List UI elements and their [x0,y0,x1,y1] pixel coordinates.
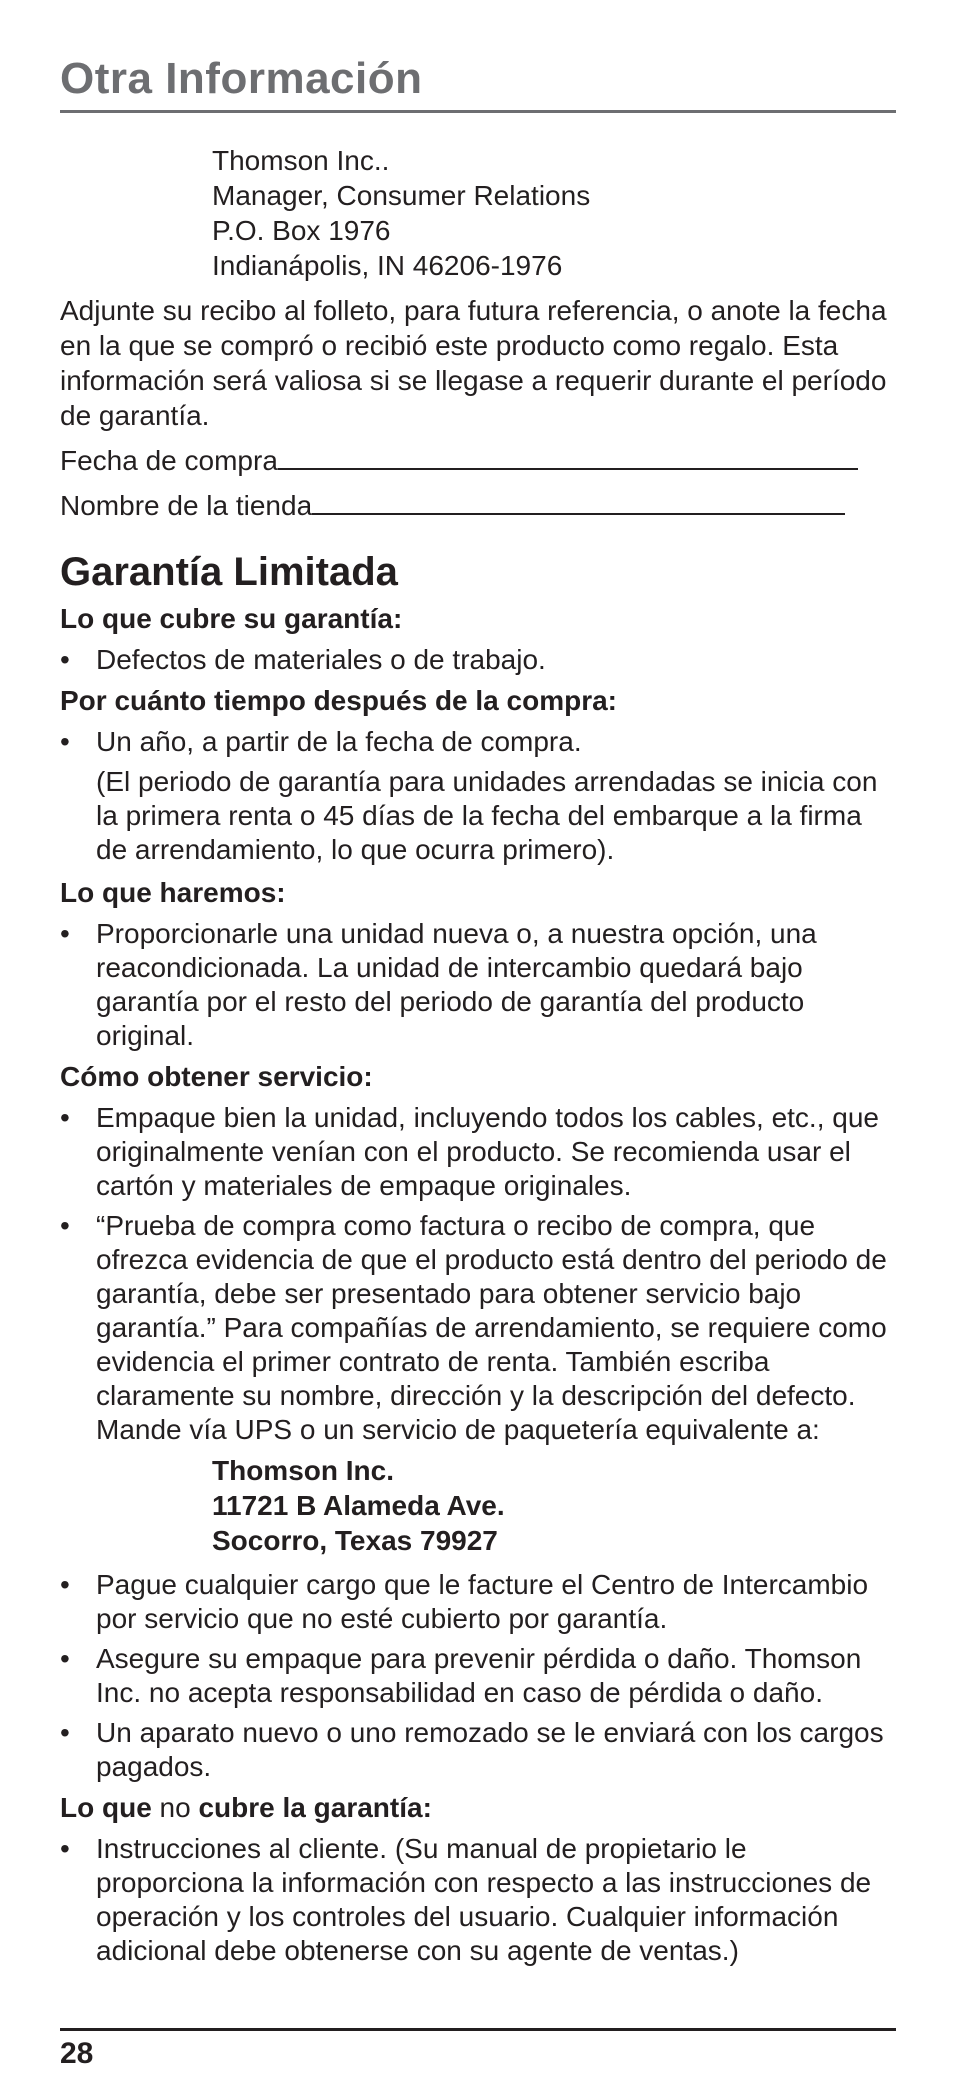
list-item: • Pague cualquier cargo que le facture el Centro de Intercambio por servicio que no esté cubierto por garantía. [60,1569,869,1634]
bullet: • [60,644,70,675]
list-item: • Asegure su empaque para prevenir pérdida o daño. Thomson Inc. no acepta responsabilidad en caso de pérdida o daño. [60,1643,862,1708]
footer-rule [60,2028,896,2031]
store-name-field [60,488,896,523]
coverage-list [60,643,896,677]
list-item: • Defectos de materiales o de trabajo. [60,644,546,675]
coverage-heading: Lo que cubre su garantía: [60,603,403,634]
duration-heading: Por cuánto tiempo después de la compra: [60,685,618,716]
bullet: • [60,918,70,949]
purchase-date-blank [278,444,858,470]
warranty-title: Garantía Limitada [60,550,398,594]
service-list [60,1101,896,1447]
list-item: • Un aparato nuevo o uno remozado se le enviará con los cargos pagados. [60,1717,884,1782]
address-line: P.O. Box 1976 [212,215,391,246]
page-content [60,50,896,1974]
ship-address [60,1453,896,1558]
address-line: Socorro, Texas 79927 [212,1525,498,1556]
page-number: 28 [60,2037,94,2070]
address-line: Thomson Inc.. [212,145,390,176]
bullet: • [60,1102,70,1133]
remedy-list [60,917,896,1053]
list-item: • Empaque bien la unidad, incluyendo todos los cables, etc., que originalmente venían con el producto. Se recomienda usar el cartón y materiales de empaque originales. [60,1102,879,1201]
store-name-label: Nombre de la tienda [60,490,313,521]
purchase-date-field [60,443,896,478]
bullet: • [60,1833,70,1864]
receipt-note: Adjunte su recibo al folleto, para futura referencia, o anote la fecha en la que se compró o recibió este producto como regalo. Esta información será valiosa si se llegase a requerir durante el período de garantía. [60,295,887,431]
exclusions-heading: Lo que no cubre la garantía: [60,1792,432,1823]
duration-list [60,725,896,759]
list-item: • Proporcionarle una unidad nueva o, a nuestra opción, una reacondicionada. La unidad de intercambio quedará bajo garantía por el resto del periodo de garantía del producto original. [60,918,817,1051]
purchase-date-label: Fecha de compra [60,445,278,476]
bullet: • [60,1569,70,1600]
list-item: • Un año, a partir de la fecha de compra. [60,726,582,757]
remedy-heading: Lo que haremos: [60,877,286,908]
duration-note: (El periodo de garantía para unidades arrendadas se inicia con la primera renta o 45 días de la fecha del embarque a la firma de arrendamiento, lo que ocurra primero). [96,766,878,865]
service-list-continued [60,1568,896,1784]
service-heading: Cómo obtener servicio: [60,1061,373,1092]
title-rule [60,110,896,113]
bullet: • [60,1210,70,1241]
address-line: Manager, Consumer Relations [212,180,591,211]
bullet: • [60,1643,70,1674]
list-item: • Instrucciones al cliente. (Su manual de propietario le proporciona la información con respecto a las instrucciones de operación y los controles del usuario. Cualquier información adicional debe obtenerse con su agente de ventas.) [60,1833,872,1966]
address-line: Thomson Inc. [212,1455,394,1486]
exclusions-list [60,1832,896,1968]
address-line: Indianápolis, IN 46206-1976 [212,250,563,281]
section-title: Otra Información [60,54,423,103]
return-address [60,143,896,283]
address-line: 11721 B Alameda Ave. [212,1490,505,1521]
bullet: • [60,1717,70,1748]
store-name-blank [312,489,845,515]
list-item: • “Prueba de compra como factura o recibo de compra, que ofrezca evidencia de que el producto está dentro del periodo de garantía, debe ser presentado para obtener servicio bajo garantía.” Para compañías de arrendamiento, se requiere como evidencia el primer contrato de renta. También escriba claramente su nombre, dirección y la descripción del defecto. Mande vía UPS o un servicio de paquetería equivalente a: [60,1210,887,1445]
bullet: • [60,726,70,757]
